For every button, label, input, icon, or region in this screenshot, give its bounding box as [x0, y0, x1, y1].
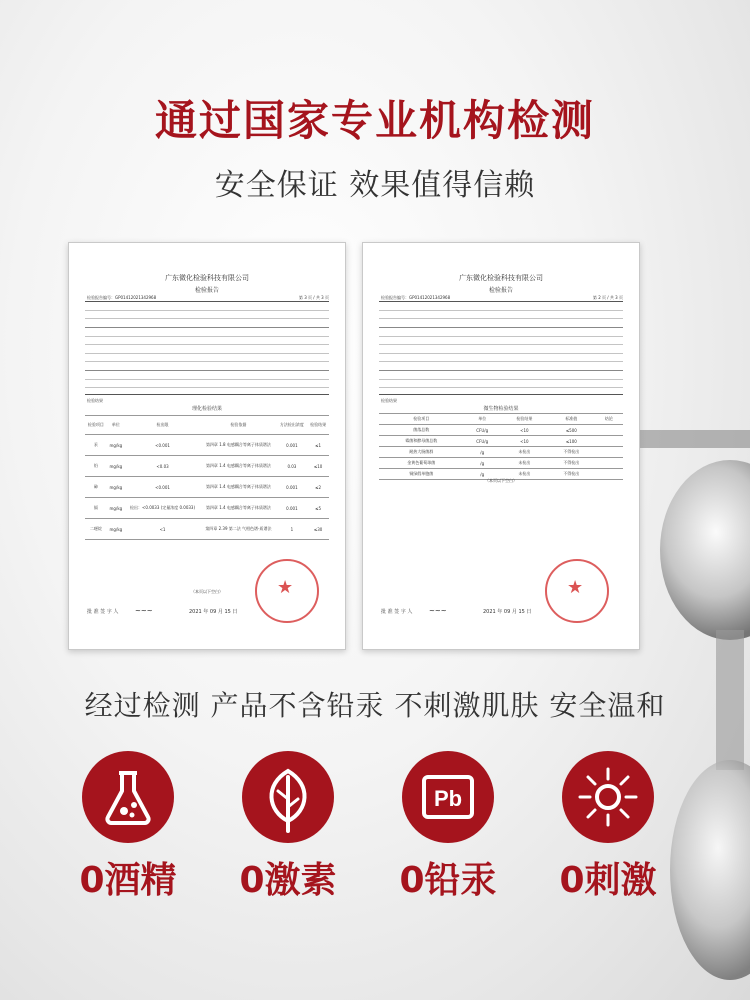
star-icon: ★ — [567, 577, 584, 598]
table-row — [85, 498, 329, 519]
table-header: 检验项目 — [85, 416, 107, 435]
table-cell: 未检出 — [501, 458, 548, 469]
table-header: 标准值 — [548, 414, 595, 425]
table-cell: <0.001 — [125, 435, 200, 456]
report-date: 2021 年 09 月 15 日 — [483, 609, 532, 615]
table-cell: 耐热大肠菌群 — [379, 447, 464, 458]
table-cell: ≤10 — [307, 456, 329, 477]
table-cell: 0.001 — [277, 435, 308, 456]
results-heading: 检验结果 — [87, 398, 103, 403]
end-note: （本页以下空白） — [485, 478, 517, 483]
table-cell: 第四章 1.4 电感耦合等离子体质谱法 — [200, 477, 276, 498]
sun-icon — [562, 751, 654, 843]
results-table-title: 理化检验结果 — [191, 406, 222, 412]
table-cell: mg/kg — [107, 435, 125, 456]
table-cell: 铅 — [85, 456, 107, 477]
table-cell: mg/kg — [107, 498, 125, 519]
table-cell: 检出：<0.0033 (定量浓度 0.0033) — [125, 498, 200, 519]
badge-label: 0酒精 — [79, 860, 177, 901]
table-cell: mg/kg — [107, 456, 125, 477]
official-seal — [545, 559, 609, 623]
table-cell: ≤100 — [548, 436, 595, 447]
table-cell: 未检出 — [501, 447, 548, 458]
page-subtitle: 安全保证 效果值得信赖 — [214, 168, 536, 203]
table-cell: <0.03 — [125, 456, 200, 477]
results-table — [379, 413, 623, 480]
table-cell: 镉 — [85, 498, 107, 519]
table-cell: 0.03 — [277, 456, 308, 477]
official-seal — [255, 559, 319, 623]
table-cell: 第四章 1.4 电感耦合等离子体质谱法 — [200, 456, 276, 477]
table-cell: <0.001 — [125, 477, 200, 498]
badge-label: 0刺激 — [559, 860, 657, 901]
report-org: 广东微化检验科技有限公司 — [165, 274, 249, 282]
table-cell: <10 — [501, 425, 548, 436]
table-row — [379, 458, 623, 469]
report-info-block — [379, 301, 623, 395]
star-icon: ★ — [277, 577, 294, 598]
approver-label: 批 准 签 字 人 — [87, 609, 119, 615]
table-cell: 第四章 1.8 电感耦合等离子体质谱法 — [200, 435, 276, 456]
end-note: （本页以下空白） — [191, 589, 223, 594]
results-table — [85, 415, 329, 540]
table-header: 检出限 — [125, 416, 200, 435]
badge-label: 0激素 — [239, 860, 337, 901]
table-cell: 第四章 2.39 第二法 气相色谱-质谱法 — [200, 519, 276, 540]
pb-icon — [402, 751, 494, 843]
signature: ~~~ — [429, 607, 447, 615]
table-header: 检验结果 — [501, 414, 548, 425]
table-cell: ≤1 — [307, 435, 329, 456]
table-cell: ≤500 — [548, 425, 595, 436]
table-cell: 0.001 — [277, 477, 308, 498]
table-cell — [595, 458, 623, 469]
table-cell: CFU/g — [464, 436, 501, 447]
table-cell: 二噁烷 — [85, 519, 107, 540]
report-info-block — [85, 301, 329, 395]
report-type: 检验报告 — [194, 287, 219, 294]
table-cell — [595, 436, 623, 447]
results-heading: 检验结果 — [381, 398, 397, 403]
report-date: 2021 年 09 月 15 日 — [189, 609, 238, 615]
table-header: 检验依据 — [200, 416, 276, 435]
table-header: 方法检出浓度 — [277, 416, 308, 435]
table-cell: 1 — [277, 519, 308, 540]
table-row — [379, 425, 623, 436]
table-header: 检验结果 — [307, 416, 329, 435]
approver-label: 批 准 签 字 人 — [381, 609, 413, 615]
flask-icon — [82, 751, 174, 843]
report-document-right — [362, 242, 640, 650]
table-cell: 不得检出 — [548, 458, 595, 469]
report-document-left — [68, 242, 346, 650]
table-row — [85, 435, 329, 456]
table-header-row — [379, 414, 623, 425]
table-row — [85, 477, 329, 498]
table-header: 结论 — [595, 414, 623, 425]
signature: ~~~ — [135, 607, 153, 615]
table-cell: 砷 — [85, 477, 107, 498]
table-cell: 未检出 — [501, 469, 548, 480]
table-row — [85, 519, 329, 540]
table-cell: 汞 — [85, 435, 107, 456]
leaf-icon — [242, 751, 334, 843]
table-cell: 金黄色葡萄球菌 — [379, 458, 464, 469]
results-table-title: 微生物检验结果 — [483, 406, 519, 412]
table-cell: 第四章 1.4 电感耦合等离子体质谱法 — [200, 498, 276, 519]
table-row — [379, 436, 623, 447]
report-page: 第 2 页 / 共 3 页 — [592, 295, 623, 300]
table-cell: <1 — [125, 519, 200, 540]
pb-icon-text: Pb — [433, 786, 463, 811]
table-cell: 0.001 — [277, 498, 308, 519]
table-cell: ≤30 — [307, 519, 329, 540]
table-cell: /g — [464, 458, 501, 469]
table-cell — [595, 447, 623, 458]
report-type: 检验报告 — [488, 287, 513, 294]
badge-label: 0铅汞 — [399, 860, 497, 901]
table-cell: 菌落总数 — [379, 425, 464, 436]
table-cell: 不得检出 — [548, 447, 595, 458]
report-number: 检验报告编号：GP01412021342968 — [381, 295, 451, 300]
report-number: 检验报告编号：GP01412021342968 — [87, 295, 157, 300]
table-cell: 不得检出 — [548, 469, 595, 480]
table-header: 检验项目 — [379, 414, 464, 425]
table-cell: /g — [464, 447, 501, 458]
table-cell: 铜绿假单胞菌 — [379, 469, 464, 480]
table-cell: ≤2 — [307, 477, 329, 498]
table-cell: ≤5 — [307, 498, 329, 519]
table-row — [379, 447, 623, 458]
table-cell: mg/kg — [107, 477, 125, 498]
table-cell: /g — [464, 469, 501, 480]
report-page: 第 3 页 / 共 3 页 — [298, 295, 329, 300]
table-header: 单位 — [464, 414, 501, 425]
table-header: 单位 — [107, 416, 125, 435]
table-cell: <10 — [501, 436, 548, 447]
table-row — [85, 456, 329, 477]
page-title: 通过国家专业机构检测 — [154, 96, 595, 145]
claim-text: 经过检测 产品不含铅汞 不刺激肌肤 安全温和 — [84, 689, 666, 722]
table-cell: mg/kg — [107, 519, 125, 540]
table-header-row — [85, 416, 329, 435]
table-cell: CFU/g — [464, 425, 501, 436]
table-cell — [595, 425, 623, 436]
table-cell: 霉菌和酵母菌总数 — [379, 436, 464, 447]
report-org: 广东微化检验科技有限公司 — [459, 274, 543, 282]
